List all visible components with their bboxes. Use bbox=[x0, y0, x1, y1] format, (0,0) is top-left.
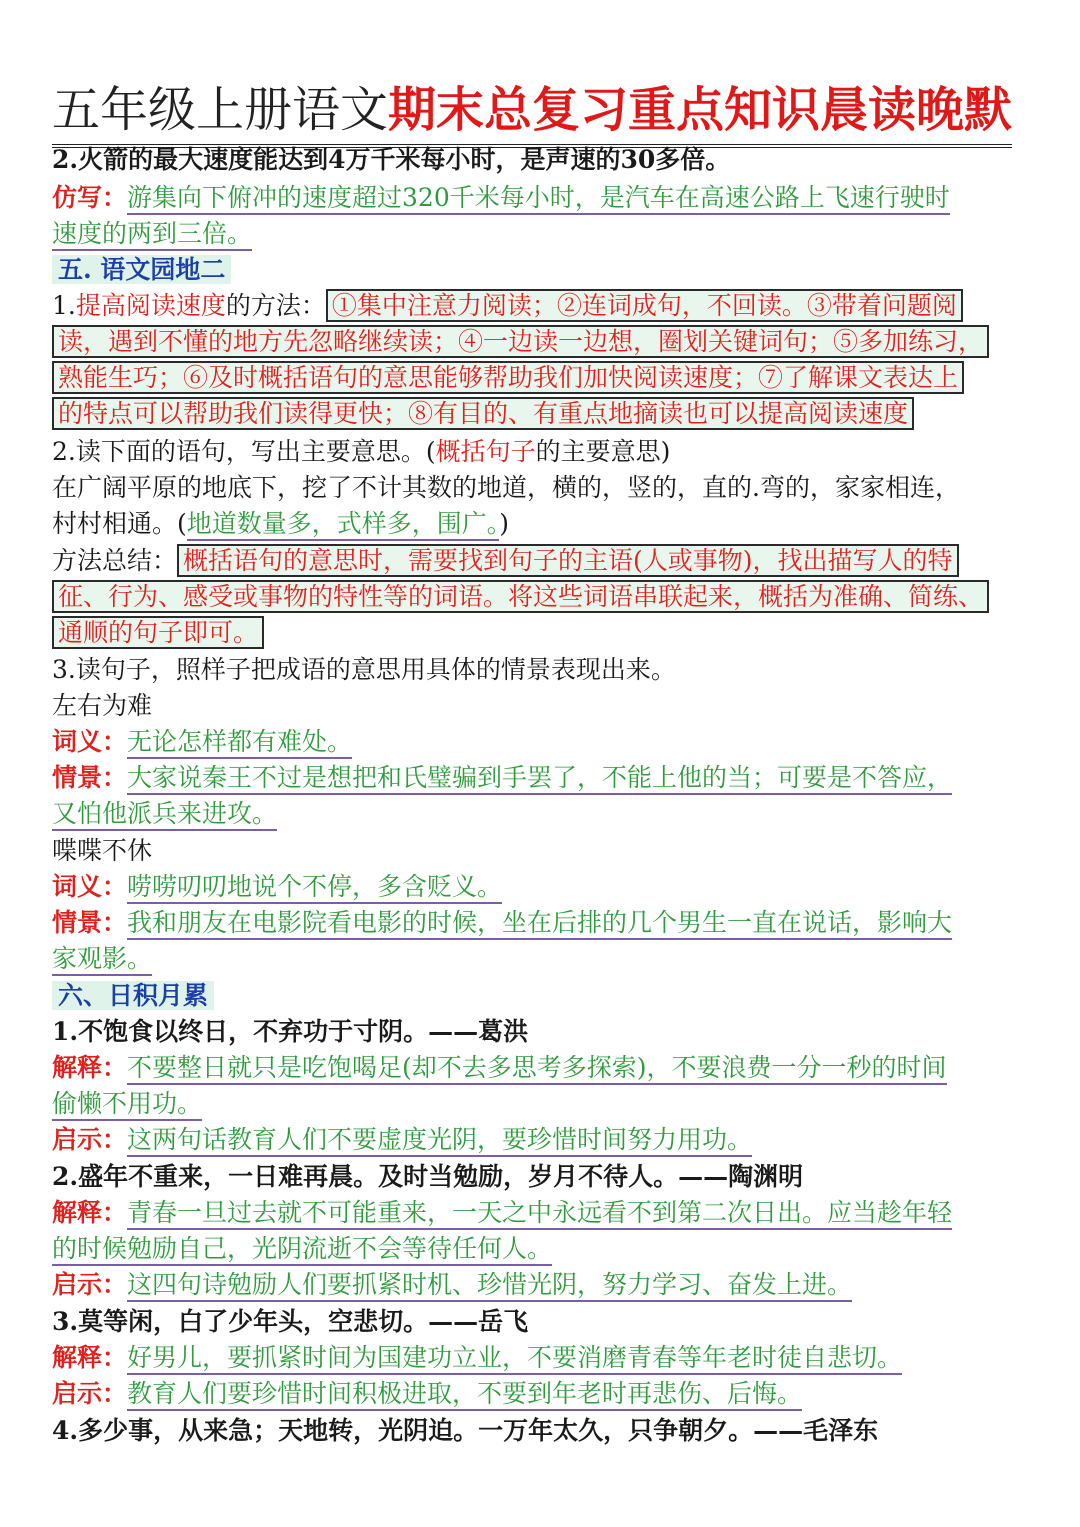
idiom-2-scene-1: 情景：我和朋友在电影院看电影的时候，坐在后排的几个男生一直在说话，影响大 bbox=[52, 905, 952, 941]
fangxie-line-1 bbox=[52, 180, 950, 216]
quote-3-insight: 启示：教育人们要珍惜时间积极进取，不要到年老时再悲伤、后悔。 bbox=[52, 1376, 802, 1412]
section-five-heading: 五. 语文园地二 bbox=[52, 252, 231, 288]
reading-speed-line-3 bbox=[52, 360, 964, 396]
summary-paragraph-1: 在广阔平原的地底下，挖了不计其数的地道，横的，竖的，直的.弯的，家家相连， bbox=[52, 473, 960, 502]
reading-speed-box-4: 的特点可以帮助我们读得更快；⑧有目的、有重点地摘读也可以提高阅读速度 bbox=[52, 397, 914, 430]
section-six-heading: 六、日积月累 bbox=[52, 978, 214, 1014]
reading-speed-box-3: 熟能生巧；⑥及时概括语句的意思能够帮助我们加快阅读速度；⑦了解课文表达上 bbox=[52, 361, 964, 394]
method-line-1: 方法总结： 概括语句的意思时，需要找到句子的主语(人或事物)，找出描写人的特 bbox=[52, 543, 959, 579]
reading-speed-line-4 bbox=[52, 396, 914, 432]
title-part-red: 期末总复习重点知识晨读晚默 bbox=[388, 82, 1013, 138]
item-rocket-speed: 2.火箭的最大速度能达到4万千米每小时，是声速的30多倍。 bbox=[52, 145, 731, 174]
title-part-black: 五年级上册语文 bbox=[52, 82, 389, 138]
fangxie-label: 仿写： bbox=[52, 183, 128, 212]
method-line-2: 征、行为、感受或事物的特性等的词语。将这些词语串联起来，概括为准确、简练、 bbox=[52, 579, 989, 615]
quote-4: 4.多少事，从来急；天地转，光阴迫。一万年太久，只争朝夕。——毛泽东 bbox=[52, 1416, 879, 1445]
idiom-2-scene-2: 家观影。 bbox=[52, 941, 152, 977]
reading-speed-box-2: 读，遇到不懂的地方先忽略继续读；④一边读一边想，圈划关键词句；⑤多加练习， bbox=[52, 325, 989, 358]
fangxie-line-2 bbox=[52, 216, 252, 252]
page-title bbox=[52, 78, 1012, 148]
summary-paragraph-2: 村村相通。(地道数量多，式样多，围广。) bbox=[52, 506, 509, 542]
summary-answer: 地道数量多，式样多，围广。 bbox=[187, 509, 500, 541]
idiom-2-meaning: 词义：唠唠叨叨地说个不停，多含贬义。 bbox=[52, 869, 502, 905]
reading-speed-box-1: ①集中注意力阅读；②连词成句，不回读。③带着问题阅 bbox=[326, 289, 963, 322]
quote-1: 1.不饱食以终日，不弃功于寸阴。——葛洪 bbox=[52, 1017, 529, 1046]
idiom-question: 3.读句子，照样子把成语的意思用具体的情景表现出来。 bbox=[52, 655, 676, 684]
quote-1-explain-2: 偷懒不用功。 bbox=[52, 1086, 202, 1122]
idiom-2-name: 喋喋不休 bbox=[52, 836, 153, 865]
reading-speed-key: 提高阅读速度 bbox=[75, 291, 226, 320]
quote-2-explain-1: 解释：青春一旦过去就不可能重来，一天之中永远看不到第二次日出。应当趁年轻 bbox=[52, 1195, 952, 1231]
idiom-1-scene-2: 又怕他派兵来进攻。 bbox=[52, 796, 277, 832]
fangxie-text-2: 速度的两到三倍。 bbox=[52, 219, 252, 251]
quote-2: 2.盛年不重来，一日难再晨。及时当勉励，岁月不待人。——陶渊明 bbox=[52, 1162, 804, 1191]
quote-3-explain: 解释：好男儿，要抓紧时间为国建功立业，不要消磨青春等年老时徒自悲切。 bbox=[52, 1340, 902, 1376]
idiom-1-scene-1: 情景：大家说秦王不过是想把和氏璧骗到手罢了，不能上他的当；可要是不答应， bbox=[52, 760, 952, 796]
reading-speed-line-2 bbox=[52, 324, 989, 360]
quote-3: 3.莫等闲，白了少年头，空悲切。——岳飞 bbox=[52, 1307, 529, 1336]
quote-2-explain-2: 的时候勉励自己，光阴流逝不会等待任何人。 bbox=[52, 1231, 552, 1267]
quote-2-insight: 启示：这四句诗勉励人们要抓紧时机、珍惜光阴，努力学习、奋发上进。 bbox=[52, 1267, 852, 1303]
quote-1-explain-1: 解释：不要整日就只是吃饱喝足(却不去多思考多探索)，不要浪费一分一秒的时间 bbox=[52, 1050, 947, 1086]
reading-speed-line-1: 1.提高阅读速度的方法： ①集中注意力阅读；②连词成句，不回读。③带着问题阅 bbox=[52, 288, 963, 324]
method-label: 方法总结： bbox=[52, 546, 178, 575]
quote-1-insight: 启示：这两句话教育人们不要虚度光阴，要珍惜时间努力用功。 bbox=[52, 1122, 752, 1158]
idiom-1-name: 左右为难 bbox=[52, 691, 153, 720]
method-line-3: 通顺的句子即可。 bbox=[52, 615, 264, 651]
fangxie-text-1: 游集向下俯冲的速度超过320千米每小时，是汽车在高速公路上飞速行驶时 bbox=[127, 183, 950, 215]
summary-question: 2.读下面的语句，写出主要意思。(概括句子的主要意思) bbox=[52, 437, 671, 466]
idiom-1-meaning: 词义：无论怎样都有难处。 bbox=[52, 724, 352, 760]
